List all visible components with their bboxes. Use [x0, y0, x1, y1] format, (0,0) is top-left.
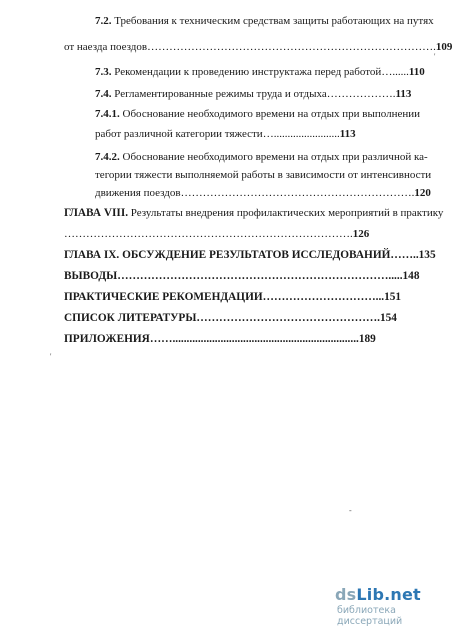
toc-number: ГЛАВА VIII. [64, 207, 129, 219]
toc-entry-7-4-2 [95, 150, 428, 164]
toc-number: 7.2. [95, 15, 112, 27]
toc-entry-7-2 [95, 14, 434, 28]
toc-title: Обоснование необходимого времени на отдых при выполнении [119, 108, 421, 120]
scan-mark: ' [50, 352, 52, 361]
toc-title: Регламентированные режимы труда и отдыха [111, 88, 327, 100]
toc-title: Требования к техническим средствам защиты работающих на путях [111, 15, 434, 27]
toc-number: 7.4.1. [95, 108, 120, 120]
toc-page-number: 109 [435, 41, 452, 53]
toc-title: ВЫВОДЫ [64, 270, 118, 282]
toc-title: ПРИЛОЖЕНИЯ [64, 333, 150, 345]
toc-title: от наезда поездов [64, 41, 148, 53]
toc-dots: …...... [381, 66, 409, 78]
watermark-logo [335, 585, 450, 604]
toc-title: Результаты внедрения профилактических мероприятий в практику [128, 207, 444, 219]
toc-entry-conclusions [64, 269, 419, 283]
toc-dots: …........................ [262, 128, 340, 140]
toc-title: тегории тяжести выполняемой работы в зависимости от интенсивности [95, 169, 432, 181]
toc-dots: …………………………... [262, 291, 385, 303]
watermark-subtitle: библиотека диссертаций [337, 605, 403, 627]
toc-entry-7-4-1 [95, 107, 420, 121]
toc-title: ОБСУЖДЕНИЕ РЕЗУЛЬТАТОВ ИССЛЕДОВАНИЙ [119, 249, 391, 261]
toc-entry-recommendations [64, 290, 401, 304]
toc-page-number: 154 [380, 312, 397, 324]
toc-entry-7-4-1-cont [95, 127, 356, 141]
toc-entry-chapter-9 [64, 248, 436, 262]
toc-dots: ………………………………………………………. [180, 187, 415, 199]
toc-dots: ……………………………………………………………………. [147, 41, 436, 53]
toc-page-number: 148 [402, 270, 420, 282]
toc-page-number: 113 [339, 128, 356, 140]
toc-number: 7.3. [95, 66, 112, 78]
toc-number: 7.4. [95, 88, 112, 100]
watermark-part2: Lib.net [356, 585, 421, 604]
toc-page-number: 189 [358, 333, 376, 345]
toc-title: движения поездов [95, 187, 181, 199]
dslib-watermark [335, 585, 450, 627]
toc-title: ПРАКТИЧЕСКИЕ РЕКОМЕНДАЦИИ [64, 291, 263, 303]
toc-entry-appendices [64, 332, 376, 346]
toc-page-number: 110 [408, 66, 425, 78]
toc-dots: …….. [390, 249, 419, 261]
toc-entry-7-4 [95, 87, 411, 101]
toc-entry-7-4-2-cont2 [95, 186, 431, 200]
toc-dots: …….................................................................. [149, 333, 359, 345]
toc-page-number: 151 [384, 291, 402, 303]
watermark-part1: ds [335, 585, 357, 604]
toc-page-number: 113 [395, 88, 412, 100]
toc-title: СПИСОК ЛИТЕРАТУРЫ [64, 312, 197, 324]
scan-mark: - [349, 506, 352, 515]
toc-entry-chapter-8-cont [64, 227, 369, 241]
toc-entry-7-2-cont [64, 40, 452, 54]
toc-title: Обоснование необходимого времени на отдых при различной ка- [119, 151, 428, 163]
toc-entry-bibliography [64, 311, 397, 325]
toc-dots: ……………………………………………………………………. [64, 228, 353, 240]
toc-page-number: 135 [418, 249, 436, 261]
toc-entry-chapter-8 [64, 206, 443, 220]
toc-title: Рекомендации к проведению инструктажа перед работой [111, 66, 382, 78]
toc-entry-7-4-2-cont1 [95, 168, 431, 182]
toc-number: ГЛАВА IX. [64, 249, 120, 261]
toc-number: 7.4.2. [95, 151, 120, 163]
toc-page-number: 126 [352, 228, 370, 240]
toc-entry-7-3 [95, 65, 425, 79]
toc-title: работ различной категории тяжести [95, 128, 263, 140]
scan-mark: ' [434, 52, 436, 61]
toc-dots: ………………. [326, 88, 396, 100]
toc-dots: …………………………………………. [196, 312, 380, 324]
toc-dots: ………………………………………………………………..... [117, 270, 403, 282]
toc-page-number: 120 [414, 187, 431, 199]
